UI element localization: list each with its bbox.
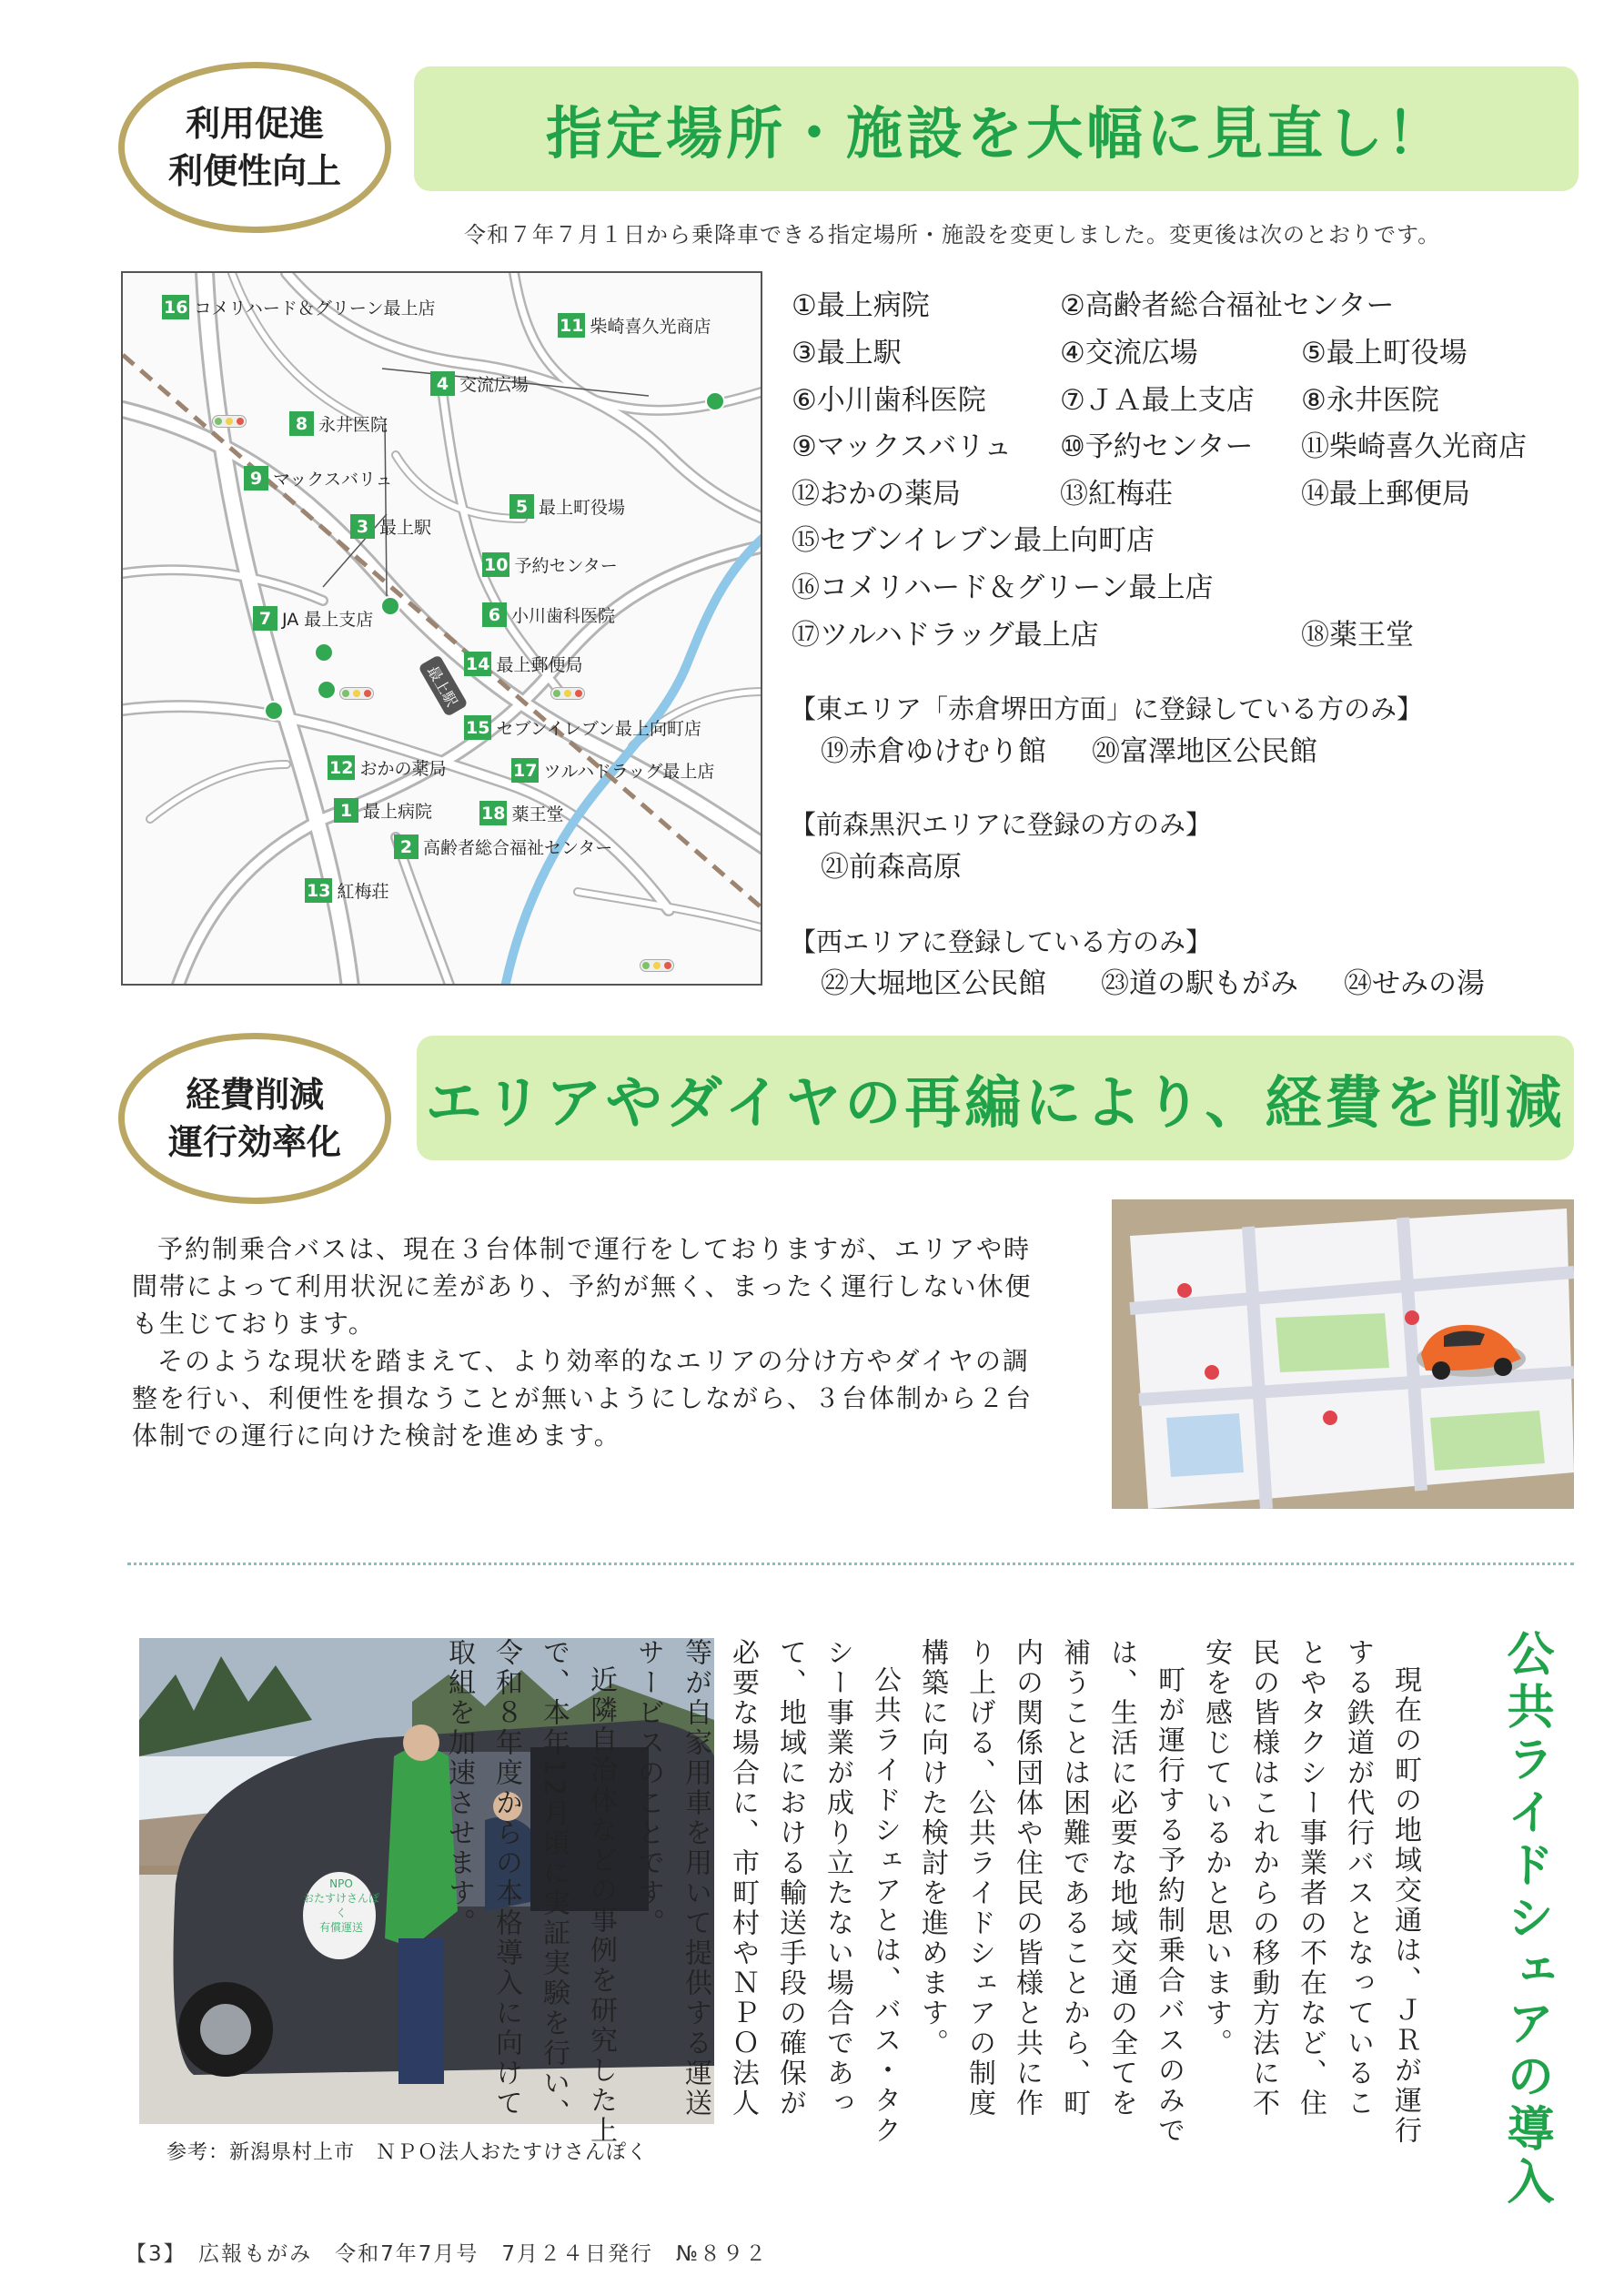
facility-item: ⑪柴崎喜久光商店 (1301, 430, 1527, 463)
map-label-text: 最上駅 (379, 518, 432, 538)
badge-line-1: 経費削減 (185, 1075, 324, 1115)
map-label-7 (253, 606, 373, 631)
facility-item: ⑭最上郵便局 (1301, 478, 1470, 511)
map-label-18 (479, 801, 563, 825)
map-label-number: 7 (253, 606, 277, 631)
facility-item: ⑧永井医院 (1301, 384, 1439, 417)
map-label-text: 高齢者総合福祉センター (423, 838, 613, 858)
map-label-text: 永井医院 (318, 415, 388, 435)
map-label-12 (328, 755, 446, 780)
map-label-text: ツルハドラッグ最上店 (543, 762, 715, 782)
area-heading-west: 【西エリアに登録している方のみ】 (790, 926, 1213, 957)
section3-paragraph-3: 公共ライドシェアとは、バス・タクシー事業が成り立たない場合であって、地域における輸送手段の確保が必要な場合に、市町村やＮＰＯ法人等が自家用車を用いて提供する運送サービスのことです。 (632, 1638, 901, 2146)
map-label-text: 最上病院 (363, 802, 433, 822)
map-label-4 (430, 371, 529, 396)
badge-line-2: 利便性向上 (167, 151, 341, 191)
facility-item: ⑥小川歯科医院 (792, 384, 986, 417)
van-sign-line: 有償運送 (318, 1921, 363, 1934)
map-label-3 (350, 514, 431, 539)
map-label-16 (162, 295, 436, 319)
map-label-text: 予約センター (514, 556, 618, 576)
section3-paragraph-2: 町が運行する予約制乗合バスのみでは、生活に必要な地域交通の全てを補うことは困難であることから、町内の関係団体や住民の皆様と共に作り上げる、公共ライドシェアの制度構築に向けた検討を進めます。 (916, 1638, 1185, 2146)
map-label-text: コメリハード＆グリーン最上店 (194, 298, 436, 319)
badge-line-2: 運行効率化 (167, 1122, 341, 1162)
area-item: ㉒大堀地区公民館 (821, 967, 1046, 1000)
map-label-1 (334, 798, 432, 823)
area-item: ㉓道の駅もがみ (1101, 967, 1298, 1000)
section2-paragraph-2: そのような現状を踏まえて、より効率的なエリアの分け方やダイヤの調整を行い、利便性を損なうことが無いようにしながら、３台体制から２台体制での運行に向けた検討を進めます。 (132, 1346, 1034, 1451)
traffic-signal-icon (640, 959, 674, 972)
map-label-number: 11 (558, 313, 585, 338)
section3-body (443, 1638, 1428, 2148)
section2-title-banner (417, 1036, 1574, 1160)
area-item: ⑲赤倉ゆけむり館 (821, 735, 1046, 768)
area-heading-maemori: 【前森黒沢エリアに登録の方のみ】 (790, 809, 1213, 840)
map-label-5 (509, 494, 625, 519)
area-item: ㉑前森高原 (821, 851, 962, 884)
map-label-text: 最上郵便局 (496, 655, 583, 675)
section3-paragraph-1: 現在の町の地域交通は、ＪＲが運行する鉄道が代行バスとなっていることやタクシー事業者の不在など、住民の皆様はこれからの移動方法に不安を感じているかと思います。 (1200, 1638, 1421, 2146)
area-item: ㉔せみの湯 (1344, 967, 1485, 1000)
map-label-number: 10 (482, 552, 509, 577)
map-label-9 (244, 466, 392, 491)
map-label-number: 1 (334, 798, 358, 823)
section1-intro: 令和７年７月１日から乗降車できる指定場所・施設を変更しました。変更後は次のとおりです。 (464, 222, 1441, 248)
van-sign (301, 1876, 381, 1935)
page-footer: 【3】 広報もがみ 令和7年7月号 7月２４日発行 №８９２ (126, 2242, 768, 2266)
map-label-text: 小川歯科医院 (511, 606, 616, 626)
section2-title: エリアやダイヤの再編により、経費を削減 (425, 1069, 1566, 1136)
map-label-text: JA 最上支店 (282, 610, 374, 630)
badge-cost-reduction (118, 1033, 391, 1204)
marker-dot (380, 596, 400, 616)
marker-dot (314, 642, 334, 663)
map-label-11 (558, 313, 711, 338)
map-label-text: おかの薬局 (359, 759, 447, 779)
map-label-15 (464, 715, 701, 740)
section-divider (127, 1563, 1574, 1565)
facility-item: ⑬紅梅荘 (1060, 478, 1173, 511)
badge-line-1: 利用促進 (185, 104, 324, 144)
map-label-number: 13 (305, 878, 332, 903)
traffic-signal-icon (212, 415, 247, 428)
traffic-signal-icon (550, 687, 585, 700)
facility-item: ⑰ツルハドラッグ最上店 (792, 619, 1099, 652)
section1-title: 指定場所・施設を大幅に見直し！ (545, 100, 1447, 167)
map-label-text: 交流広場 (459, 375, 530, 395)
photo-caption: 参考：新潟県村上市 ＮＰＯ法人おたすけさんぽく (166, 2141, 649, 2164)
section3-title: 公共ライドシェアの導入 (1498, 1629, 1553, 2210)
area-item: ⑳富澤地区公民館 (1092, 735, 1317, 768)
map-label-number: 17 (511, 758, 539, 783)
map-label-6 (482, 602, 615, 627)
facility-item: ③最上駅 (792, 337, 902, 369)
facility-item: ②高齢者総合福祉センター (1060, 289, 1395, 322)
facility-item: ⑱薬王堂 (1301, 619, 1414, 652)
facility-item: ⑨マックスバリュ (792, 430, 1013, 463)
map-label-number: 6 (482, 602, 507, 627)
map-label-8 (289, 411, 388, 436)
marker-dot (264, 701, 284, 721)
facility-item: ⑮セブンイレブン最上向町店 (792, 524, 1155, 557)
facility-item: ⑤最上町役場 (1301, 337, 1468, 369)
marker-dot (705, 391, 725, 411)
map-label-10 (482, 552, 618, 577)
van-sign-line: NPO (329, 1877, 353, 1890)
map-label-text: 柴崎喜久光商店 (590, 317, 711, 337)
area-map (121, 271, 762, 986)
map-label-number: 3 (350, 514, 375, 539)
map-label-number: 15 (464, 715, 491, 740)
map-label-number: 18 (479, 801, 507, 825)
map-label-text: マックスバリュ (273, 470, 393, 490)
map-label-number: 9 (244, 466, 268, 491)
facility-item: ⑫おかの薬局 (792, 478, 961, 511)
map-label-number: 12 (328, 755, 355, 780)
map-label-number: 4 (430, 371, 455, 396)
badge-usage-promotion (118, 62, 391, 233)
facility-item: ①最上病院 (792, 289, 930, 322)
map-label-number: 8 (289, 411, 314, 436)
facility-item: ④交流広場 (1060, 337, 1198, 369)
section3-paragraph-4: 近隣自治体などの事例を研究した上で、本年12月頃に実証実験を行い、令和８年度からの本格導入に向けて取組を加速させます。 (443, 1638, 617, 2146)
facility-item: ⑯コメリハード＆グリーン最上店 (792, 571, 1214, 604)
map-label-17 (511, 758, 714, 783)
map-label-text: 紅梅荘 (337, 882, 389, 902)
station-tag: 最上駅 (418, 654, 468, 717)
map-label-2 (394, 834, 612, 859)
marker-dot (317, 680, 337, 700)
map-label-text: 最上町役場 (539, 498, 626, 518)
traffic-signal-icon (339, 687, 374, 700)
van-sign-line: おたすけさんぽく (302, 1892, 379, 1919)
map-label-13 (305, 878, 388, 903)
area-heading-east: 【東エリア「赤倉堺田方面」に登録している方のみ】 (790, 693, 1424, 724)
map-label-text: セブンイレブン最上向町店 (496, 719, 701, 739)
section1-title-banner (414, 66, 1579, 191)
map-label-number: 16 (162, 295, 189, 319)
map-label-number: 14 (464, 652, 491, 676)
map-label-text: 薬王堂 (511, 804, 564, 824)
section2-paragraph-1: 予約制乗合バスは、現在３台体制で運行をしておりますが、エリアや時間帯によって利用状況に差があり、予約が無く、まったく運行しない休便も生じております。 (132, 1234, 1033, 1339)
map-label-number: 5 (509, 494, 534, 519)
map-label-14 (464, 652, 582, 676)
map-car-photo (1112, 1199, 1574, 1509)
facility-item: ⑦ＪＡ最上支店 (1060, 384, 1255, 417)
map-label-number: 2 (394, 834, 419, 859)
facility-item: ⑩予約センター (1060, 430, 1254, 463)
